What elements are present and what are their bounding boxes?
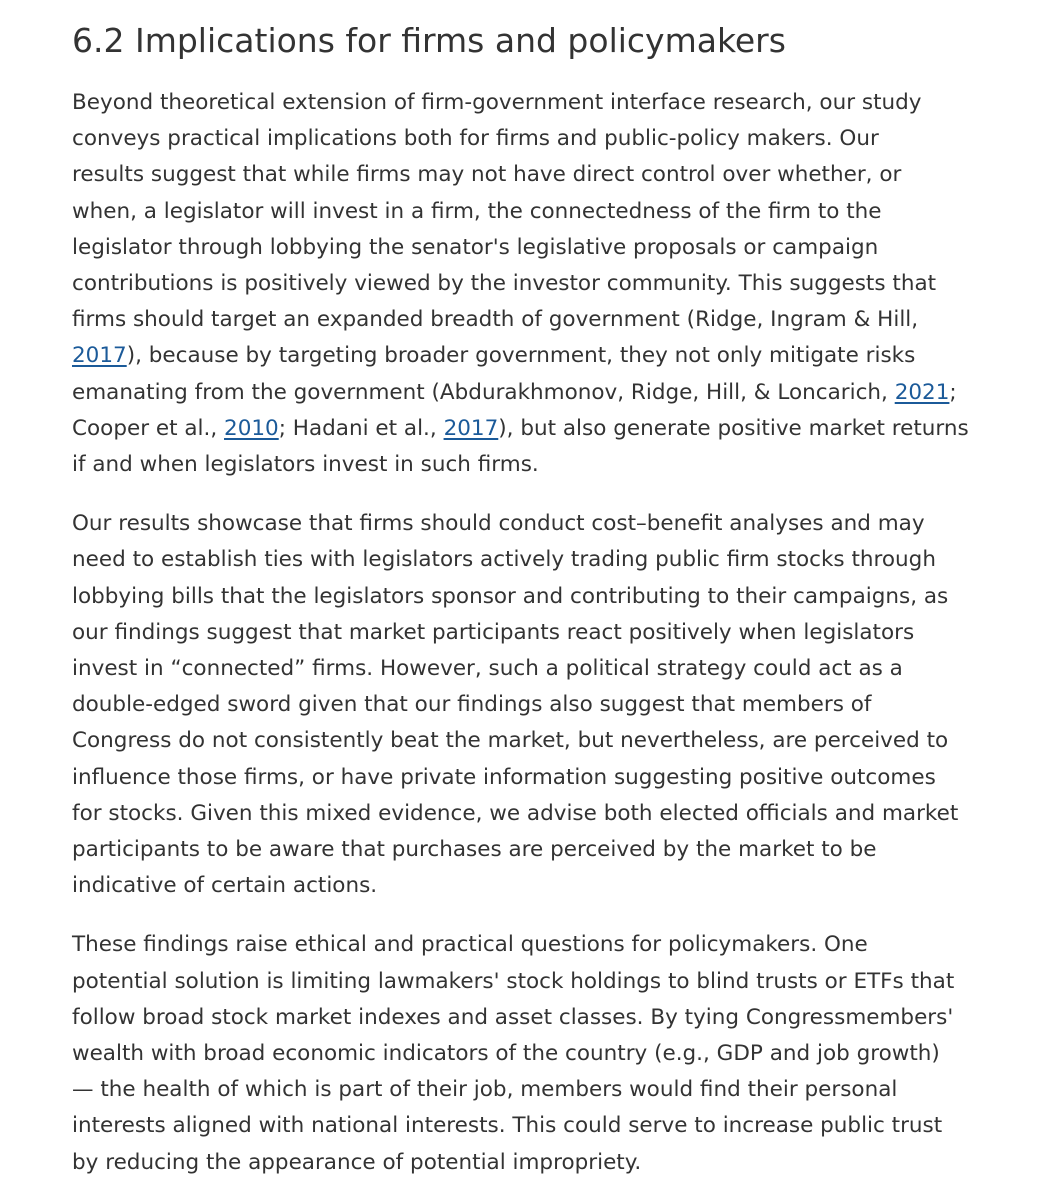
text-line: follow broad stock market indexes and asset classes. By tying Congressmembers' (72, 1004, 954, 1030)
section-body (72, 85, 1007, 1181)
paragraph (72, 506, 1007, 904)
text-line (72, 338, 1007, 374)
text-segment: ), because by targeting broader government, they not only mitigate risks (126, 343, 916, 369)
text-line: Congress do not consistently beat the market, but nevertheless, are perceived to (72, 728, 949, 754)
text-line (72, 375, 1007, 411)
text-line: double-edged sword given that our findings also suggest that members of (72, 692, 872, 718)
text-segment: emanating from the government (Abdurakhmonov, Ridge, Hill, & Loncarich, (72, 379, 895, 405)
text-line: These findings raise ethical and practical questions for policymakers. One (72, 932, 868, 958)
text-line: — the health of which is part of their job, members would find their personal (72, 1077, 898, 1103)
text-line: Our results showcase that firms should conduct cost–benefit analyses and may (72, 511, 925, 537)
text-line: Beyond theoretical extension of firm-government interface research, our study (72, 90, 922, 115)
section-heading: 6.2 Implications for firms and policymakers (72, 21, 786, 60)
text-line: our findings suggest that market participants react positively when legislators (72, 619, 915, 645)
text-line: lobbying bills that the legislators sponsor and contributing to their campaigns, as (72, 583, 949, 609)
text-line (72, 411, 1007, 447)
paragraph (72, 85, 1007, 483)
text-line: legislator through lobbying the senator's legislative proposals or campaign (72, 234, 879, 260)
text-line: influence those firms, or have private information suggesting positive outcomes (72, 764, 936, 790)
text-line: need to establish ties with legislators actively trading public firm stocks through (72, 547, 936, 573)
text-line: results suggest that while firms may not have direct control over whether, or (72, 162, 902, 188)
text-line: wealth with broad economic indicators of the country (e.g., GDP and job growth) (72, 1041, 940, 1067)
text-line: firms should target an expanded breadth of government (Ridge, Ingram & Hill, (72, 307, 919, 333)
text-line: by reducing the appearance of potential impropriety. (72, 1149, 642, 1175)
citation-link[interactable]: 2017 (72, 343, 127, 369)
text-line: invest in “connected” firms. However, such a political strategy could act as a (72, 656, 903, 682)
text-line: indicative of certain actions. (72, 873, 378, 899)
article-section (72, 18, 1007, 1181)
text-line: contributions is positively viewed by the investor community. This suggests that (72, 271, 937, 297)
text-line: when, a legislator will invest in a firm, the connectedness of the firm to the (72, 198, 882, 224)
text-segment: Cooper et al., (72, 415, 225, 441)
text-line: if and when legislators invest in such firms. (72, 452, 539, 478)
citation-link[interactable]: 2010 (224, 415, 279, 441)
text-line: conveys practical implications both for firms and public-policy makers. Our (72, 126, 879, 152)
citation-link[interactable]: 2017 (443, 415, 499, 441)
text-segment: ), but also generate positive market returns (498, 415, 969, 441)
text-line: for stocks. Given this mixed evidence, we advise both elected officials and market (72, 800, 959, 826)
text-segment: ; Hadani et al., (278, 415, 444, 441)
text-segment: ; (949, 379, 957, 405)
citation-link[interactable]: 2021 (894, 379, 950, 405)
text-line: potential solution is limiting lawmakers' stock holdings to blind trusts or ETFs that (72, 968, 955, 994)
text-line: interests aligned with national interests. This could serve to increase public trust (72, 1113, 943, 1139)
paragraph (72, 927, 1007, 1180)
text-line: participants to be aware that purchases are perceived by the market to be (72, 837, 877, 863)
